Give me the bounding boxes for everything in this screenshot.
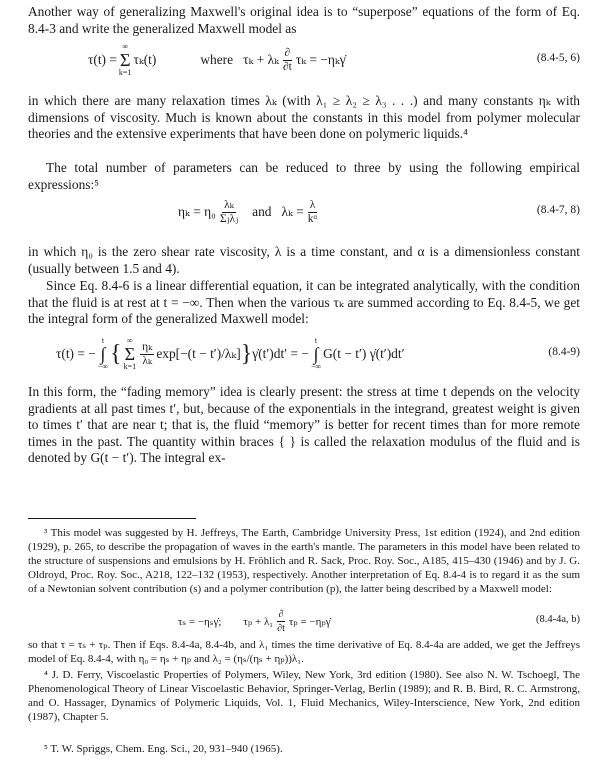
paragraph-fading-memory: In this form, the “fading memory” idea is clearly present: the stress at time t depends on the velocity gradients at all past times t′, but, because of the exponentials in the integrand, greatest weight is given to times t′ that are near t; that is, the fluid “memory” is better for recent times than for more remote times in the past. The quantity within braces { } is called the relaxation modulus of the fluid and is denoted by G(t − t′). The integral ex- <box>28 384 580 466</box>
footnote-5-text: ⁵ T. W. Spriggs, Chem. Eng. Sci., 20, 931–940 (1965). <box>44 743 283 755</box>
fneq-part1: τₛ = −ηₛγ̇; <box>178 615 222 628</box>
eq3-int2-bottom: −∞ <box>310 362 322 371</box>
eq3-integral <box>98 337 108 371</box>
eq2-lhs: ηₖ = η₀ <box>178 204 216 219</box>
eq1-sum <box>119 43 132 77</box>
eq3-sum-bottom: k=1 <box>123 362 137 371</box>
paragraph-parameters: The total number of parameters can be reduced to three by using the following empirical expressions:⁵ <box>28 160 580 192</box>
eq1-partial <box>281 47 294 74</box>
eq3-int-top: t <box>101 336 105 345</box>
eq3-integral-2 <box>311 337 321 371</box>
eq2-frac1 <box>218 199 240 226</box>
eq3-lhs: τ(t) = − <box>56 346 96 361</box>
eq1-sum-top: ∞ <box>122 42 129 51</box>
eq2-frac2 <box>306 199 319 226</box>
equation-8-4-5-6 <box>28 40 580 80</box>
footnote-divider <box>28 518 196 519</box>
equation-8-4-7-8 <box>28 192 580 232</box>
eq2-lhs2: λₖ = <box>281 204 304 219</box>
eq2-frac2-num: λ <box>309 198 316 211</box>
eq2-label: (8.4-7, 8) <box>536 204 580 216</box>
paragraph-relaxation-times: in which there are many relaxation times λₖ (with λ₁ ≥ λ₂ ≥ λ₃ . . .) and many constants ηₖ with dimensions of viscosity. Much is known about the constants in this model from polymer molecular theories and the extensive experiments that have been done on polymeric liquids.⁴ <box>28 93 580 142</box>
fneq-partial-den: ∂t <box>277 622 285 634</box>
eq1-sum-bottom: k=1 <box>118 68 132 77</box>
eq2-frac1-den: Σⱼλⱼ <box>219 212 239 225</box>
eq1-term: τₖ(t) <box>133 52 157 67</box>
footnote-5 <box>28 742 580 756</box>
eq3-int-bottom: −∞ <box>97 362 109 371</box>
eq3-exp: exp[−(t − t′)/λₖ] <box>156 346 241 361</box>
footnote-4-text: ⁴ J. D. Ferry, Viscoelastic Properties of Polymers, Wiley, New York, 3rd edition (1980). See also N. W. Tschoegl, The Phenomenological Theory of Linear Viscoelastic Behavior, Springer-Verlag, Berlin (1989); and R. B. Bird, R. C. Armstrong, and O. Hassager, Dynamics of Polymeric Liquids, Vol. 1, Fluid Mechanics, Wiley-Interscience, New York, 2nd edition (1987), Chapter 5. <box>28 669 580 723</box>
integral-icon: ∫ <box>100 344 106 364</box>
fneq-partial-num: ∂ <box>278 608 284 620</box>
eq3-frac-num: ηₖ <box>142 340 153 353</box>
eq1-lhs: τ(t) = <box>88 52 117 67</box>
paragraph-integration: Since Eq. 8.4-6 is a linear differential equation, it can be integrated analytically, with the condition that the fluid is at rest at t = −∞. Then when the various τₖ are summed according to Eq. 8.4-5, we get the integral form of the generalized Maxwell model: <box>28 278 580 327</box>
footnote-3-continued <box>28 638 580 666</box>
eq1-rhs-a: τₖ + λₖ <box>243 52 279 67</box>
eq1-where: where <box>200 52 234 67</box>
fneq-part2b: τₚ = −ηₚγ̇ <box>288 615 331 628</box>
eq3-frac-den: λₖ <box>142 354 153 367</box>
eq1-label: (8.4-5, 6) <box>536 52 580 64</box>
footnote-3b-text: so that τ = τₛ + τₚ. Then if Eqs. 8.4-4a, 8.4-4b, and λ₁ times the time derivative of Eq. 8.4-4a are added, we get the Jeffreys model of Eq. 8.4-4, with η₀ = ηₛ + ηₚ and λ₂ = (ηₛ/(ηₛ + ηₚ))λ₁. <box>28 639 580 665</box>
eq3-sum <box>124 337 137 371</box>
eq2-and: and <box>252 204 272 219</box>
fneq-partial <box>275 608 287 635</box>
equation-8-4-9 <box>28 334 580 374</box>
sigma-icon: Σ <box>124 344 136 364</box>
eq3-brace-open: { <box>110 341 122 367</box>
footnote-4 <box>28 668 580 724</box>
fneq-part2a: τₚ + λ₁ <box>243 615 274 628</box>
eq1-partial-num: ∂ <box>284 46 291 59</box>
integral-icon: ∫ <box>313 344 319 364</box>
paragraph-intro: Another way of generalizing Maxwell's original idea is to “superpose” equations of the form of Eq. 8.4-3 and write the generalized Maxwell model as <box>28 4 580 36</box>
eq2-frac1-num: λₖ <box>224 198 234 211</box>
eq1-rhs-b: τₖ = −ηₖγ̇ <box>295 52 346 67</box>
eq3-tail2: G(t − t′) γ̇(t′)dt′ <box>323 346 405 361</box>
eq3-sum-top: ∞ <box>126 336 133 345</box>
sigma-icon: Σ <box>119 50 131 70</box>
paragraph-zero-shear: in which η₀ is the zero shear rate viscosity, λ is a time constant, and α is a dimensionless constant (usually between 1.5 and 4). <box>28 244 580 276</box>
footnote-3 <box>28 526 580 596</box>
eq2-frac2-den: kᵅ <box>307 212 318 225</box>
equation-8-4-4a-b <box>28 606 580 636</box>
fneq-label: (8.4-4a, b) <box>535 614 580 625</box>
eq1-partial-den: ∂t <box>282 60 292 73</box>
eq3-int2-top: t <box>314 336 318 345</box>
eq3-label: (8.4-9) <box>548 346 580 358</box>
footnote-3-text: ³ This model was suggested by H. Jeffreys, The Earth, Cambridge University Press, 1st edition (1924), and 2nd edition (1929), p. 265, to describe the propagation of waves in the earth's mantle. The parameters in this model have been related to the structure of suspensions and emulsions by H. Fröhlich and R. Sack, Proc. Roy. Soc., A185, 415–430 (1946) and by J. G. Oldroyd, Proc. Roy. Soc., A218, 122–132 (1953), respectively. Another interpretation of Eq. 8.4-4 is to regard it as the sum of a Newtonian solvent contribution (s) and a polymer contribution (p), the latter being described by a Maxwell model: <box>28 527 580 595</box>
eq3-frac <box>140 341 154 368</box>
eq3-tail: γ̇(t′)dt′ = − <box>252 346 309 361</box>
eq3-brace-close: } <box>240 341 253 367</box>
